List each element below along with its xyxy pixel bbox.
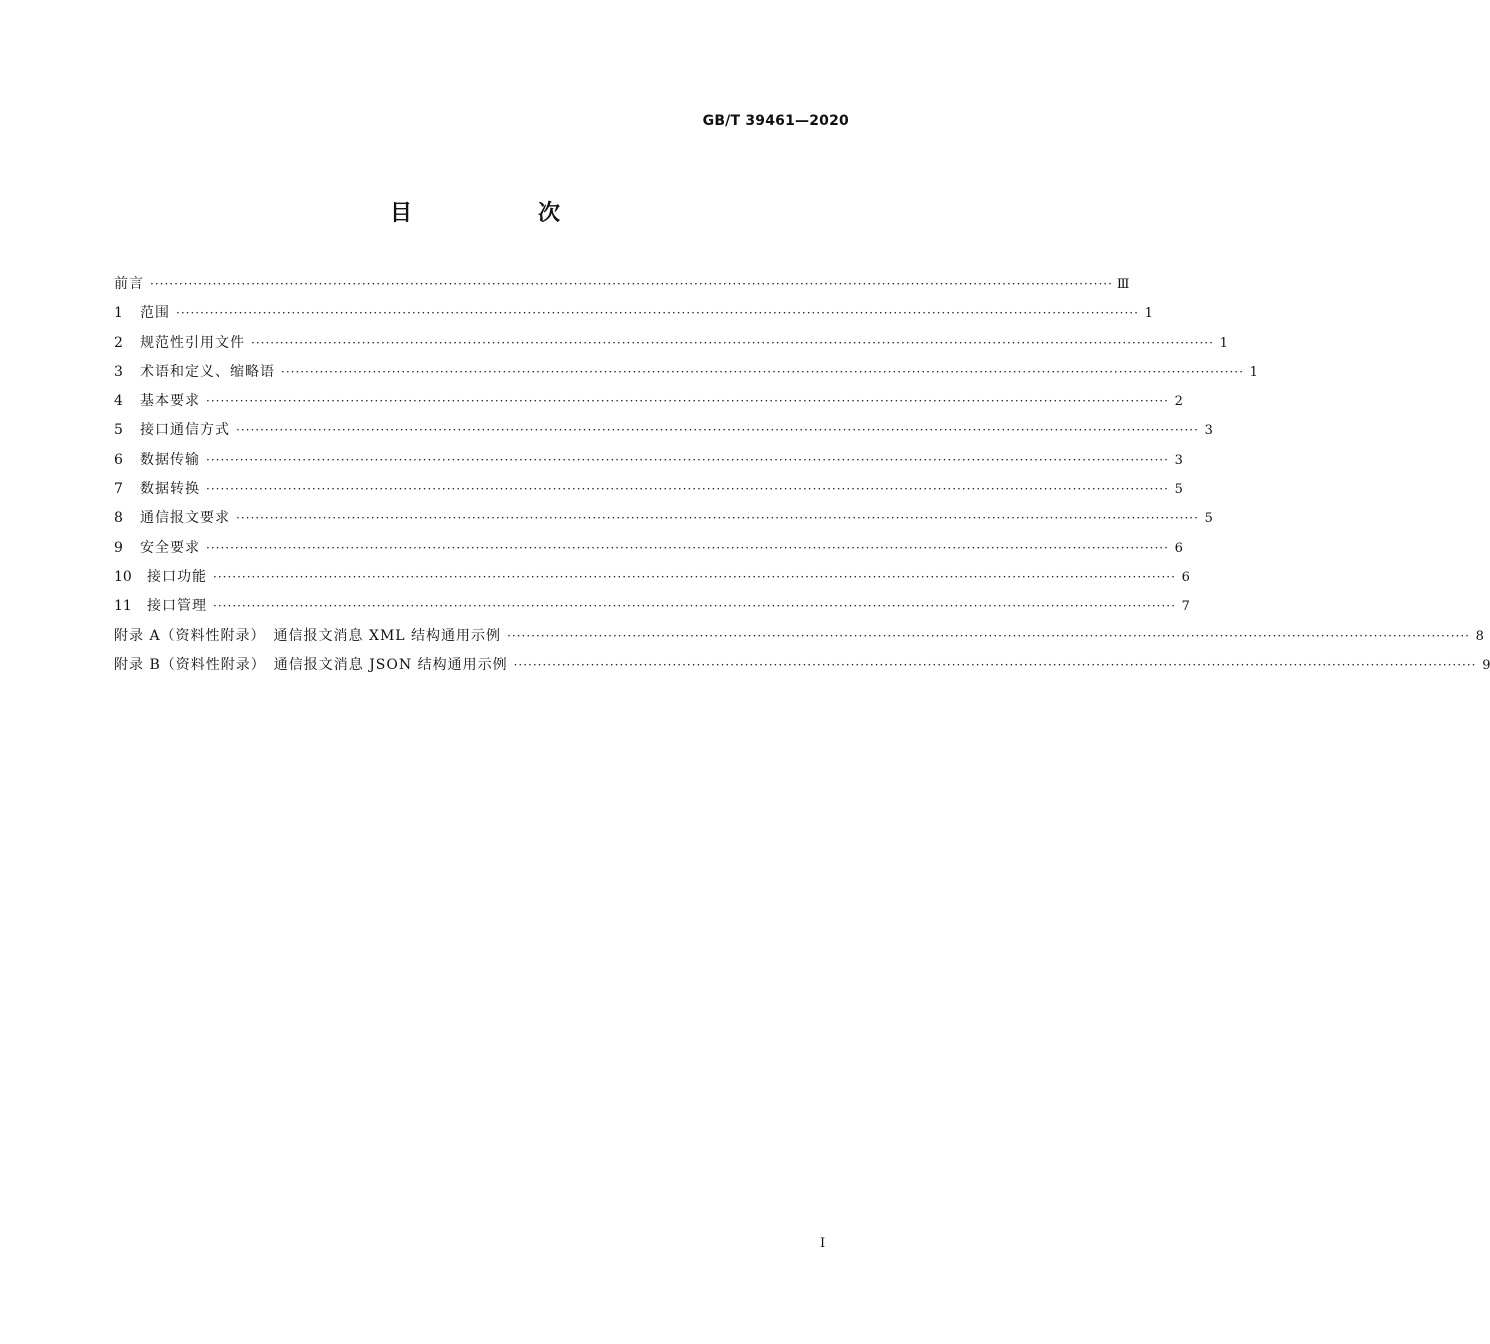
toc-entry-2[interactable] — [114, 329, 1228, 358]
toc-entry-page: 1 — [1144, 306, 1153, 322]
toc-entry-page: 1 — [1249, 364, 1258, 380]
toc-entry-page: 6 — [1174, 540, 1183, 556]
toc-entry-label: 数据传输 — [140, 451, 200, 468]
toc-leader-dots: ········································································································································································································ — [236, 423, 1199, 438]
toc-entry-number: 4 — [114, 393, 123, 410]
toc-entry-8[interactable] — [114, 504, 1213, 533]
toc-entry-appendix-a[interactable] — [114, 622, 1484, 651]
table-of-contents — [114, 270, 1490, 680]
toc-entry-number: 8 — [114, 510, 123, 527]
toc-entry-number: 1 — [114, 305, 123, 322]
toc-leader-dots: ········································································································································································································ — [213, 599, 1176, 614]
toc-entry-1[interactable] — [114, 299, 1153, 328]
toc-leader-dots: ········································································································································································································ — [513, 657, 1477, 672]
toc-entry-label: 安全要求 — [140, 539, 200, 556]
toc-leader-dots: ········································································································································································································ — [150, 277, 1113, 291]
toc-entry-label: 附录 A（资料性附录） 通信报文消息 XML 结构通用示例 — [114, 627, 502, 644]
toc-entry-number: 6 — [114, 451, 123, 468]
toc-entry-number: 11 — [114, 598, 132, 615]
toc-entry-number: 3 — [114, 363, 123, 380]
toc-entry-page: 8 — [1475, 628, 1484, 644]
toc-entry-label: 范围 — [140, 305, 170, 322]
toc-entry-page: 6 — [1181, 569, 1190, 585]
toc-entry-label: 术语和定义、缩略语 — [140, 363, 275, 380]
toc-leader-dots: ········································································································································································································ — [206, 540, 1169, 555]
toc-entry-number: 7 — [114, 481, 123, 498]
toc-entry-label: 基本要求 — [140, 393, 200, 410]
toc-entry-page: 2 — [1174, 394, 1183, 410]
toc-leader-dots: ········································································································································································································ — [236, 511, 1199, 526]
toc-entry-label: 接口功能 — [147, 568, 207, 585]
toc-entry-appendix-b[interactable] — [114, 651, 1490, 680]
toc-leader-dots: ········································································································································································································ — [251, 335, 1214, 350]
toc-entry-7[interactable] — [114, 475, 1183, 504]
toc-leader-dots: ········································································································································································································ — [281, 364, 1244, 379]
toc-entry-3[interactable] — [114, 358, 1258, 387]
page-title: 目 次 — [389, 201, 612, 226]
toc-entry-foreword[interactable] — [114, 270, 1130, 299]
toc-entry-11[interactable] — [114, 592, 1190, 621]
toc-entry-page: 7 — [1181, 599, 1190, 615]
toc-entry-label: 附录 B（资料性附录） 通信报文消息 JSON 结构通用示例 — [114, 656, 508, 673]
toc-leader-dots: ········································································································································································································ — [176, 306, 1139, 321]
toc-entry-9[interactable] — [114, 534, 1183, 563]
standard-code: GB/T 39461—2020 — [702, 113, 849, 129]
toc-entry-5[interactable] — [114, 416, 1213, 445]
toc-leader-dots: ········································································································································································································ — [206, 482, 1169, 497]
toc-entry-label: 接口通信方式 — [140, 422, 230, 439]
toc-entry-6[interactable] — [114, 446, 1183, 475]
toc-leader-dots: ········································································································································································································ — [206, 394, 1169, 409]
toc-leader-dots: ········································································································································································································ — [507, 628, 1470, 643]
toc-entry-page: 3 — [1174, 452, 1183, 468]
toc-entry-page: 1 — [1219, 335, 1228, 351]
toc-entry-label: 接口管理 — [147, 598, 207, 615]
toc-entry-label: 数据转换 — [140, 481, 200, 498]
toc-entry-page: 5 — [1174, 482, 1183, 498]
toc-entry-page: 5 — [1204, 511, 1213, 527]
toc-entry-number: 9 — [114, 539, 123, 556]
toc-entry-page: 3 — [1204, 423, 1213, 439]
toc-entry-number: 2 — [114, 334, 123, 351]
toc-entry-label: 规范性引用文件 — [140, 334, 245, 351]
toc-entry-page: 9 — [1482, 657, 1490, 673]
toc-leader-dots: ········································································································································································································ — [206, 452, 1169, 467]
page-number: Ⅰ — [820, 1236, 826, 1251]
toc-entry-label: 前言 — [114, 276, 144, 292]
toc-entry-number: 5 — [114, 422, 123, 439]
toc-entry-10[interactable] — [114, 563, 1190, 592]
toc-leader-dots: ········································································································································································································ — [213, 569, 1176, 584]
toc-entry-number: 10 — [114, 568, 132, 585]
toc-entry-label: 通信报文要求 — [140, 510, 230, 527]
toc-entry-4[interactable] — [114, 387, 1183, 416]
toc-entry-page: Ⅲ — [1116, 277, 1130, 292]
